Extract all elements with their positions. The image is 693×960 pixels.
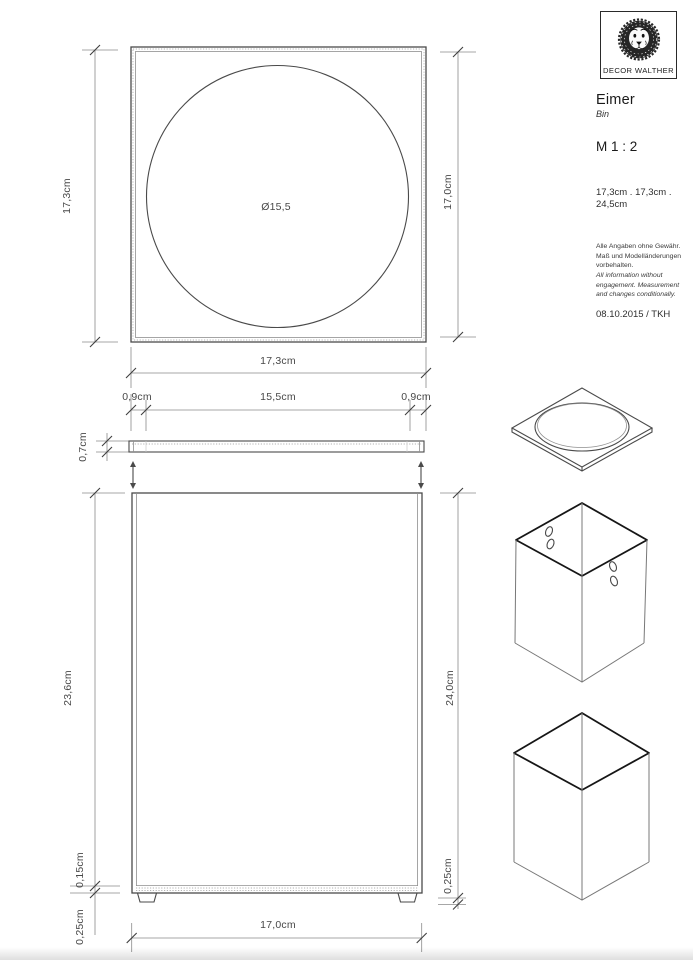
- iso-bin-closed-view: [514, 713, 649, 900]
- front-view-dimensions: [70, 488, 476, 952]
- dim-label-lid-thickness: 0,7cm: [77, 432, 89, 462]
- brand-logo: [600, 11, 677, 79]
- drawing-scale: M 1 : 2: [596, 139, 638, 154]
- dim-label-lid-left-rim: 0,9cm: [122, 391, 152, 403]
- front-view-drawing: [132, 493, 422, 902]
- lion-logo-icon: [614, 18, 664, 66]
- overall-dimensions: 17,3cm . 17,3cm . 24,5cm: [596, 187, 672, 211]
- dim-label-front-width: 17,0cm: [260, 919, 296, 931]
- dim-label-bottom-thickness: 0,15cm: [74, 852, 86, 888]
- dim-label-lid-opening: 15,5cm: [260, 391, 296, 403]
- assembly-arrows: [130, 461, 424, 489]
- dim-label-opening-diameter: Ø15,5: [261, 201, 291, 213]
- dim-label-top-view-height: 17,3cm: [61, 178, 73, 214]
- iso-lid-view: [512, 388, 652, 471]
- dim-label-front-outer-height: 24,0cm: [444, 670, 456, 706]
- top-view-dimensions: [82, 45, 476, 388]
- date-and-author: 08.10.2015 / TKH: [596, 309, 671, 320]
- top-view-drawing: [131, 47, 426, 342]
- product-name: Eimer: [596, 92, 635, 108]
- lid-section-drawing: [129, 441, 424, 452]
- dim-label-top-view-inner-width: 17,0cm: [442, 174, 454, 210]
- dim-label-foot-height-left: 0,25cm: [74, 909, 86, 945]
- iso-bin-open-view: [515, 503, 647, 682]
- dim-label-top-view-width: 17,3cm: [260, 355, 296, 367]
- brand-name: DECOR WALTHER: [602, 66, 674, 75]
- product-name-en: Bin: [596, 109, 610, 119]
- disclaimer-english: All information without engagement. Measurement and changes conditionally.: [596, 272, 680, 299]
- dim-label-foot-height-right: 0,25cm: [442, 858, 454, 894]
- page-bottom-edge-shadow: [0, 947, 693, 960]
- disclaimer-german: Alle Angaben ohne Gewähr. Maß und Modelländerungen vorbehalten.: [596, 243, 682, 270]
- dim-label-front-inner-height: 23,6cm: [62, 670, 74, 706]
- dim-label-lid-right-rim: 0,9cm: [401, 391, 431, 403]
